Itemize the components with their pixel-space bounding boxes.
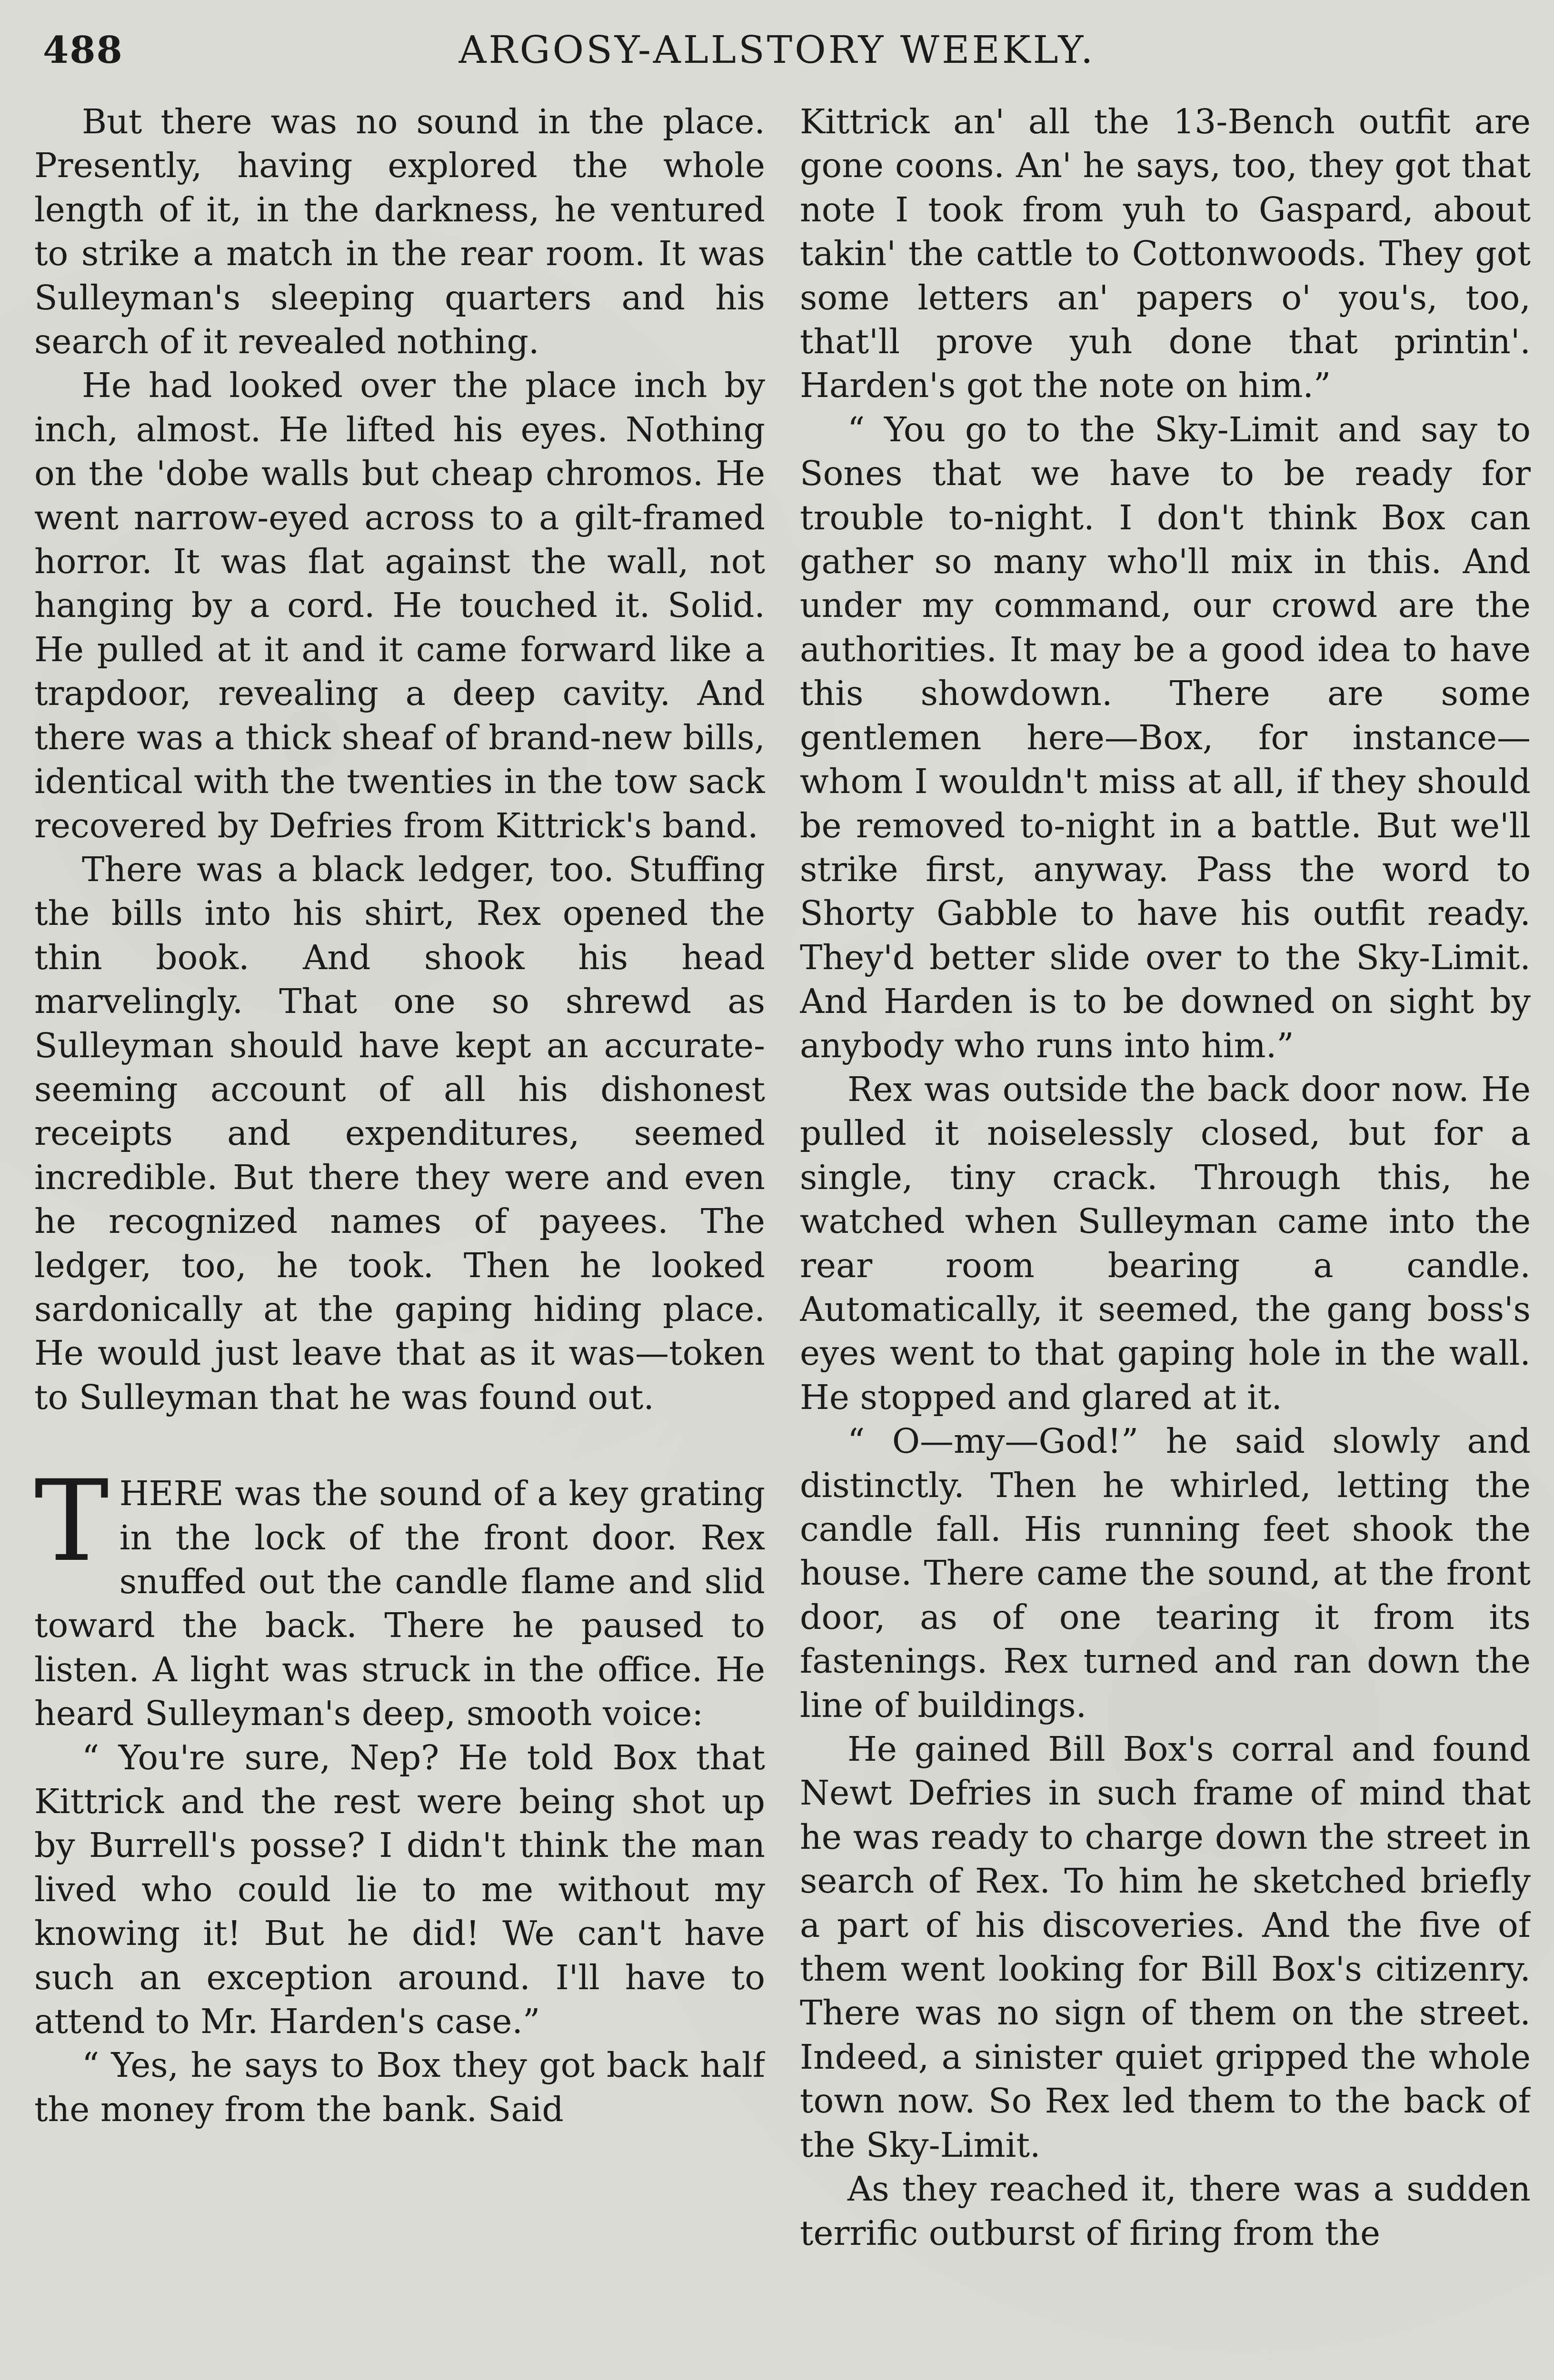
paragraph: As they reached it, there was a sudden terrific outburst of firing from the — [800, 2169, 1531, 2253]
drop-cap: T — [34, 1457, 109, 1587]
left-column — [34, 100, 765, 2380]
paragraph: He had looked over the place inch by inch, almost. He lifted his eyes. Nothing on the 'dobe walls but cheap chromos. He went narrow-eyed across to a gilt-framed horror. It was flat against the wall, not hanging by a cord. He touched it. Solid. He pulled at it and it came forward like a trapdoor, revealing a deep cavity. And there was a thick sheaf of brand-new bills, identical with the twenties in the tow sack recovered by Defries from Kittrick's band. — [34, 366, 765, 845]
right-column — [800, 100, 1531, 2380]
section-opening-paragraph — [34, 1457, 765, 1735]
paragraph: He gained Bill Box's corral and found Newt Defries in such frame of mind that he was ready to charge down the street in search of Rex. To him he sketched briefly a part of his discoveries. And the five of them went looking for Bill Box's citizenry. There was no sign of them on the street. Indeed, a sinister quiet gripped the whole town now. So Rex led them to the back of the Sky-Limit. — [800, 1729, 1531, 2165]
section-break — [34, 1419, 765, 1472]
page-number: 488 — [43, 29, 123, 72]
paragraph: “ O—my—God!” he said slowly and distinctly. Then he whirled, letting the candle fall. His running feet shook the house. There came the sound, at the front door, as of one tearing it from its fastenings. Rex turned and ran down the line of buildings. — [800, 1421, 1531, 1725]
continued-paragraph: Kittrick an' all the 13-Bench outfit are gone coons. An' he says, too, they got that note I took from yuh to Gaspard, about takin' the cattle to Cottonwoods. They got some letters an' papers o' you's, too, that'll prove yuh done that printin'. Harden's got the note on him.” — [800, 102, 1531, 406]
paragraph: “ Yes, he says to Box they got back half the money from the bank. Said — [34, 2045, 765, 2129]
page-header — [38, 19, 1516, 90]
paragraph: “ You go to the Sky-Limit and say to Sones that we have to be ready for trouble to-night. I don't think Box can gather so many who'll mix in this. And under my command, our crowd are the authorities. It may be a good idea to have this showdown. There are some gentlemen here—Box, for instance—whom I wouldn't miss at all, if they should be removed to-night in a battle. But we'll strike first, anyway. Pass the word to Shorty Gabble to have his outfit ready. They'd better slide over to the Sky-Limit. And Harden is to be downed on sight by anybody who runs into him.” — [800, 409, 1531, 1065]
section-opening-text: HERE was the sound of a key grating in the lock of the front door. Rex snuffed out the candle flame and slid toward the back. There he paused to listen. A light was struck in the office. He heard Sulleyman's deep, smooth voice: — [34, 1474, 765, 1734]
paragraph: There was a black ledger, too. Stuffing the bills into his shirt, Rex opened the thin book. And shook his head marvelingly. That one so shrewd as Sulleyman should have kept an accurate-seeming account of all his dishonest receipts and expenditures, seemed incredible. But there they were and even he recognized names of payees. The ledger, too, he took. Then he looked sardonically at the gaping hiding place. He would just leave that as it was—token to Sulleyman that he was found out. — [34, 849, 765, 1417]
paragraph: But there was no sound in the place. Presently, having explored the whole length of it, in the darkness, he ventured to strike a match in the rear room. It was Sulleyman's sleeping quarters and his search of it revealed nothing. — [34, 102, 765, 362]
running-head: ARGOSY-ALLSTORY WEEKLY. — [458, 28, 1096, 72]
paragraph: “ You're sure, Nep? He told Box that Kittrick and the rest were being shot up by Burrell's posse? I didn't think the man lived who could lie to me without my knowing it! But he did! We can't have such an exception around. I'll have to attend to Mr. Harden's case.” — [34, 1737, 765, 2042]
paragraph: Rex was outside the back door now. He pulled it noiselessly closed, but for a single, tiny crack. Through this, he watched when Sulleyman came into the rear room bearing a candle. Automatically, it seemed, the gang boss's eyes went to that gaping hole in the wall. He stopped and glared at it. — [800, 1069, 1531, 1417]
